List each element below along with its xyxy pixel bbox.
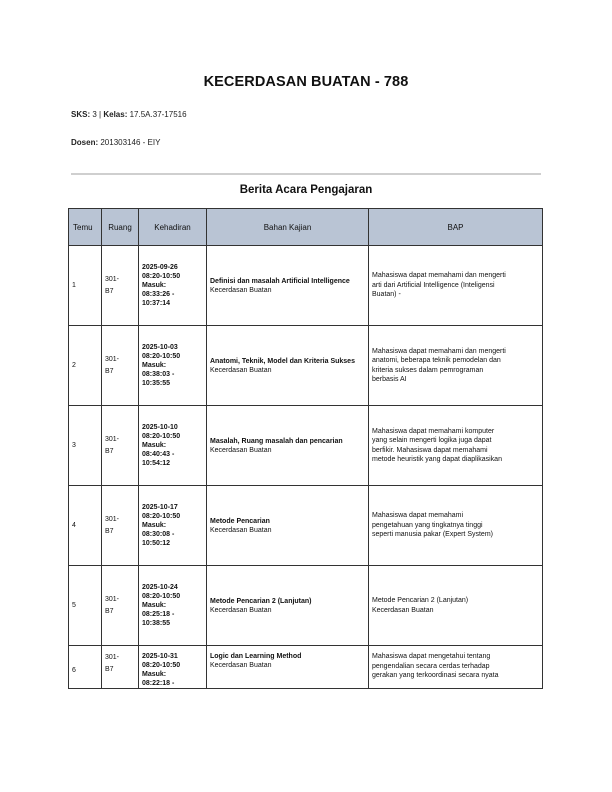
bap-line: Mahasiswa dapat memahami komputer [372, 427, 495, 435]
bap-line: Mahasiswa dapat memahami dan mengerti [372, 272, 506, 280]
ruang-line: 301- [105, 435, 120, 443]
bap-line: Metode Pencarian 2 (Lanjutan) [372, 597, 469, 604]
cell-ruang [102, 566, 139, 646]
kehadiran-masuk-time: 08:30:08 - [142, 531, 175, 538]
bap-line: metode heuristik yang dapat diaplikasikan [372, 456, 502, 463]
bahan-topic: Masalah, Ruang masalah dan pencarian [210, 437, 343, 445]
meta-separator: | [99, 110, 102, 119]
kehadiran-date: 2025-10-24 [142, 584, 178, 591]
kehadiran-date: 2025-09-26 [142, 264, 178, 271]
kehadiran-time: 08:20-10:50 [142, 433, 181, 440]
cell-bap [369, 486, 543, 566]
bap-line: gerakan yang terkoordinasi secara nyata [372, 672, 499, 679]
cell-ruang [102, 246, 139, 326]
kehadiran-time: 08:20-10:50 [142, 273, 181, 280]
cell-bap [369, 566, 543, 646]
kehadiran-date: 2025-10-31 [142, 653, 178, 660]
ruang-line: B7 [105, 367, 114, 375]
ruang-line: B7 [105, 447, 114, 455]
cell-ruang [102, 406, 139, 486]
ruang-line: 301- [105, 595, 120, 603]
ruang-line: 301- [105, 355, 120, 363]
kehadiran-masuk-time: 08:33:26 - [142, 291, 175, 298]
column-header-bahan-kajian: Bahan Kajian [207, 209, 369, 246]
kehadiran-time: 08:20-10:50 [142, 353, 181, 360]
kehadiran-masuk-time: 08:25:18 - [142, 611, 175, 618]
cell-kehadiran [139, 326, 207, 406]
lecturer-meta [71, 138, 160, 147]
sks-label: SKS: [71, 110, 91, 119]
kehadiran-keluar-time: 10:50:12 [142, 540, 171, 547]
cell-kehadiran [139, 566, 207, 646]
bahan-course: Kecerdasan Buatan [210, 446, 272, 454]
bahan-topic: Metode Pencarian [210, 517, 270, 525]
column-header-temu: Temu [69, 209, 102, 246]
kehadiran-masuk-time: 08:38:03 - [142, 371, 175, 378]
bap-line: arti dari Artificial Intelligence (Inteligensi [372, 281, 495, 289]
column-header-kehadiran: Kehadiran [139, 209, 207, 246]
ruang-line: B7 [105, 666, 114, 673]
bap-line: Mahasiswa dapat mengetahui tentang [372, 653, 491, 660]
kehadiran-masuk-label: Masuk: [142, 671, 167, 678]
kelas-label: Kelas: [103, 110, 128, 119]
cell-ruang [102, 486, 139, 566]
bahan-course: Kecerdasan Buatan [210, 526, 272, 534]
cell-bap [369, 326, 543, 406]
ruang-line: B7 [105, 527, 114, 535]
bap-line: Kecerdasan Buatan [372, 606, 434, 614]
bap-line: Mahasiswa dapat memahami [372, 512, 464, 520]
bap-line: kriteria sukses dalam pemrograman [372, 366, 484, 374]
dosen-value: 201303146 - EIY [100, 138, 161, 147]
bahan-course: Kecerdasan Buatan [210, 366, 272, 374]
cell-temu: 1 [69, 246, 102, 326]
table-row [69, 566, 543, 646]
cell-bap [369, 246, 543, 326]
cell-temu: 5 [69, 566, 102, 646]
dosen-label: Dosen: [71, 138, 99, 147]
ruang-line: 301- [105, 515, 120, 523]
bap-line: seperti manusia pakar (Expert System) [372, 531, 493, 539]
cell-temu: 4 [69, 486, 102, 566]
bahan-course: Kecerdasan Buatan [210, 606, 272, 614]
bahan-topic: Logic dan Learning Method [210, 653, 302, 660]
kehadiran-masuk-label: Masuk: [142, 602, 167, 609]
ruang-line: B7 [105, 607, 114, 615]
bahan-topic: Metode Pencarian 2 (Lanjutan) [210, 597, 312, 605]
table-row [69, 246, 543, 326]
cell-bahan-kajian [207, 326, 369, 406]
ruang-line: B7 [105, 287, 114, 295]
cell-ruang [102, 646, 139, 689]
kehadiran-masuk-time: 08:22:18 - [142, 680, 175, 687]
table-header-row [69, 209, 543, 246]
bahan-course: Kecerdasan Buatan [210, 286, 272, 294]
kehadiran-time: 08:20-10:50 [142, 593, 181, 600]
kehadiran-time: 08:20-10:50 [142, 513, 181, 520]
cell-bahan-kajian [207, 246, 369, 326]
cell-kehadiran [139, 646, 207, 689]
cell-kehadiran [139, 486, 207, 566]
bap-line: pengetahuan yang tingkatnya tinggi [372, 521, 483, 529]
column-header-bap: BAP [369, 209, 543, 246]
bap-line: yang selain mengerti logika juga dapat [372, 437, 492, 444]
bap-line: berbasis AI [372, 376, 407, 383]
course-title: KECERDASAN BUATAN - 788 [203, 74, 409, 90]
column-header-ruang: Ruang [102, 209, 139, 246]
cell-bahan-kajian [207, 406, 369, 486]
table-row [69, 486, 543, 566]
kehadiran-date: 2025-10-10 [142, 424, 178, 431]
section-title: Berita Acara Pengajaran [239, 184, 373, 196]
kehadiran-keluar-time: 10:37:14 [142, 300, 171, 307]
cell-temu: 3 [69, 406, 102, 486]
bap-line: Mahasiswa dapat memahami dan mengerti [372, 347, 506, 355]
ruang-line: 301- [105, 275, 120, 283]
kehadiran-masuk-time: 08:40:43 - [142, 451, 175, 458]
bap-table [68, 208, 543, 689]
kehadiran-masuk-label: Masuk: [142, 442, 167, 449]
table-row [69, 406, 543, 486]
kehadiran-masuk-label: Masuk: [142, 522, 167, 529]
kehadiran-keluar-time: 10:38:55 [142, 620, 171, 627]
kelas-value: 17.5A.37-17516 [129, 110, 187, 119]
cell-ruang [102, 326, 139, 406]
bahan-course: Kecerdasan Buatan [210, 662, 272, 669]
kehadiran-date: 2025-10-17 [142, 504, 178, 511]
bahan-topic: Anatomi, Teknik, Model dan Kriteria Sukses [210, 357, 355, 365]
cell-temu: 6 [69, 646, 102, 689]
table-row [69, 326, 543, 406]
cell-bahan-kajian [207, 486, 369, 566]
cell-kehadiran [139, 406, 207, 486]
sks-value: 3 [92, 110, 97, 119]
bap-line: anatomi, beberapa teknik pemodelan dan [372, 357, 501, 364]
ruang-line: 301- [105, 654, 120, 661]
bap-line: Buatan) - [372, 291, 401, 299]
cell-bahan-kajian [207, 646, 369, 689]
section-divider [71, 173, 541, 175]
course-meta [71, 110, 187, 119]
kehadiran-masuk-label: Masuk: [142, 362, 167, 369]
kehadiran-keluar-time: 10:54:12 [142, 460, 171, 467]
bap-line: pengendalian secara cerdas terhadap [372, 662, 490, 670]
kehadiran-keluar-time: 10:35:55 [142, 380, 171, 387]
kehadiran-time: 08:20-10:50 [142, 662, 181, 669]
bap-line: berfikir. Mahasiswa dapat memahami [372, 446, 488, 454]
cell-kehadiran [139, 246, 207, 326]
bahan-topic: Definisi dan masalah Artificial Intelligence [210, 277, 350, 285]
cell-temu: 2 [69, 326, 102, 406]
cell-bap [369, 646, 543, 689]
table-row [69, 646, 543, 689]
kehadiran-date: 2025-10-03 [142, 344, 178, 351]
cell-bap [369, 406, 543, 486]
cell-bahan-kajian [207, 566, 369, 646]
kehadiran-masuk-label: Masuk: [142, 282, 167, 289]
